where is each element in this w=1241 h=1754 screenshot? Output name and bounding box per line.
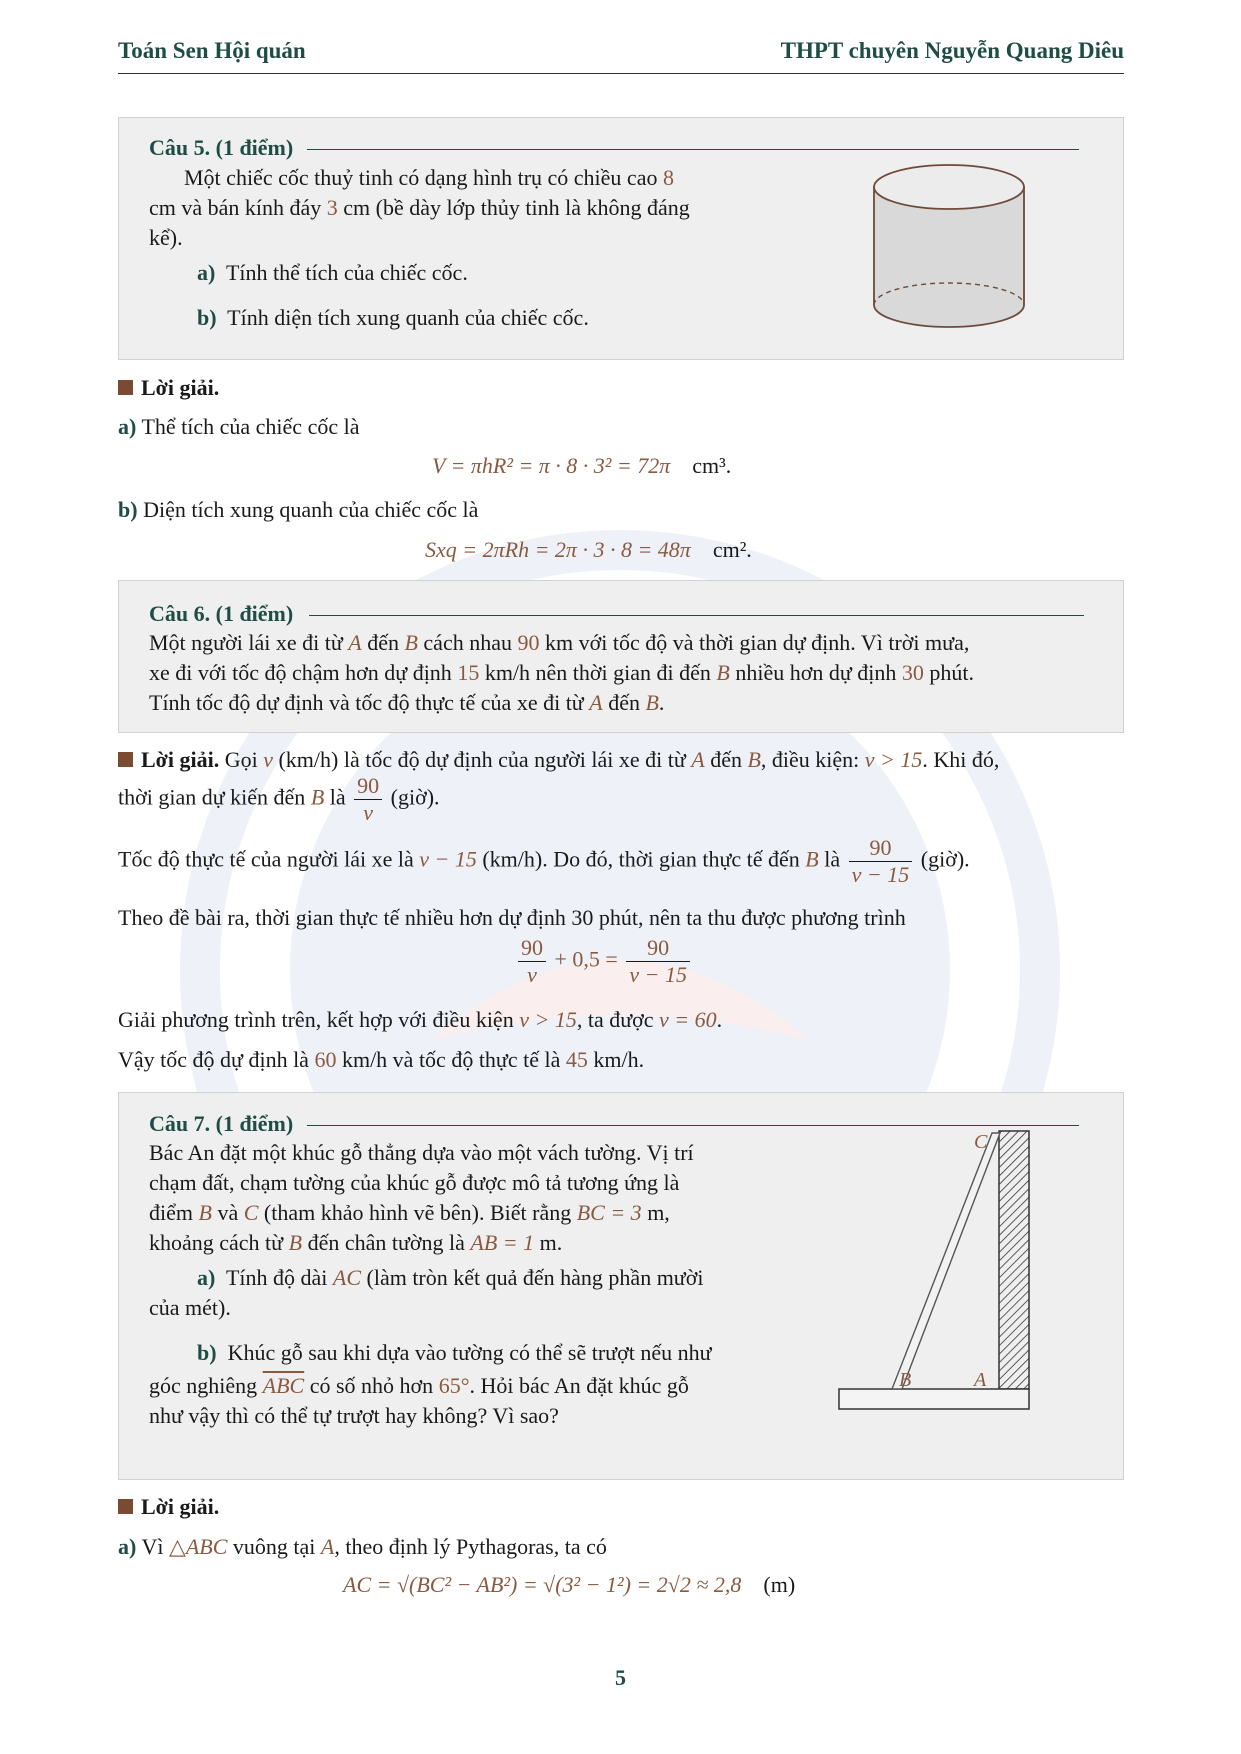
q5-part-a: a) Tính thể tích của chiếc cốc.	[197, 260, 468, 285]
question-5-title: Câu 5. (1 điểm)	[149, 135, 294, 160]
question-6-rule	[309, 615, 1084, 616]
q7-line-3: điểm B và C (tham khảo hình vẽ bên). Biết rằng BC = 3 m,	[149, 1200, 670, 1225]
solution-6-equation: $\frac{90}{v}$ + 0,5 = $\frac{90}{v - 15}$	[515, 935, 693, 988]
label-C: C	[974, 1131, 988, 1153]
q7-part-a: a) Tính độ dài AC (làm tròn kết quả đến hàng phần mười	[197, 1265, 704, 1290]
question-6-title: Câu 6. (1 điểm)	[149, 601, 294, 626]
solution-6-p2: thời gian dự kiến đến B là $\frac{90}{v}$ (giờ).	[118, 773, 440, 825]
q6-line-3: Tính tốc độ dự định và tốc độ thực tế của xe đi từ A đến B.	[149, 690, 665, 715]
header-right: THPT chuyên Nguyễn Quang Diêu	[780, 38, 1124, 63]
solution-6-p1: Lời giải. Gọi v (km/h) là tốc độ dự định của người lái xe đi từ A đến B, điều kiện: v > 15. Khi đó,	[118, 745, 999, 775]
cylinder-figure	[854, 155, 1044, 345]
label-A: A	[974, 1369, 987, 1391]
solution-square-icon	[118, 1499, 133, 1514]
question-5-box	[118, 117, 1124, 360]
q5-part-b: b) Tính diện tích xung quanh của chiếc cốc.	[197, 305, 589, 330]
solution-7-heading: Lời giải.	[118, 1492, 219, 1522]
q7-line-4: khoảng cách từ B đến chân tường là AB = 1 m.	[149, 1230, 563, 1255]
solution-5-a: a) Thể tích của chiếc cốc là	[118, 414, 360, 439]
solution-6-p3: Tốc độ thực tế của người lái xe là v − 15 (km/h). Do đó, thời gian thực tế đến B là $\frac{90}{v - 15}$ (giờ).	[118, 835, 970, 887]
question-7-title: Câu 7. (1 điểm)	[149, 1111, 294, 1136]
q5-line-2: cm và bán kính đáy 3 cm (bề dày lớp thủy tinh là không đáng	[149, 195, 690, 220]
ladder-wall-figure	[824, 1113, 1064, 1433]
fraction-90-over-v-minus-15: $\frac{90}{v - 15}$	[849, 835, 913, 888]
q7-part-b-line-3: như vậy thì có thể tự trượt hay không? Vì sao?	[149, 1403, 559, 1428]
q7-line-2: chạm đất, chạm tường của khúc gỗ được mô tả tương ứng là	[149, 1170, 680, 1195]
solution-6-p4: Theo đề bài ra, thời gian thực tế nhiều hơn dự định 30 phút, nên ta thu được phương trình	[118, 905, 906, 930]
fraction-90-over-v: $\frac{90}{v}$	[354, 773, 382, 826]
wall	[999, 1131, 1029, 1389]
solution-5-volume-formula: V = πhR² = π · 8 · 3² = 72π cm³.	[432, 453, 732, 478]
q6-line-1: Một người lái xe đi từ A đến B cách nhau 90 km với tốc độ và thời gian dự định. Vì trời mưa,	[149, 630, 970, 655]
ground	[839, 1389, 1029, 1409]
header-rule	[118, 73, 1124, 74]
solution-square-icon	[118, 380, 133, 395]
q6-line-2: xe đi với tốc độ chậm hơn dự định 15 km/h nên thời gian đi đến B nhiều hơn dự định 30 phút.	[149, 660, 975, 685]
solution-5-heading: Lời giải.	[118, 373, 219, 403]
solution-7-a: a) Vì △ABC vuông tại A, theo định lý Pythagoras, ta có	[118, 1534, 607, 1559]
question-6-box	[118, 580, 1124, 733]
solution-square-icon	[118, 752, 133, 767]
q7-part-b: b) Khúc gỗ sau khi dựa vào tường có thể sẽ trượt nếu như	[197, 1340, 712, 1365]
question-5-rule	[307, 149, 1079, 150]
wooden-stick	[892, 1133, 1000, 1389]
solution-5-b: b) Diện tích xung quanh của chiếc cốc là	[118, 497, 479, 522]
q7-part-b-line-2: góc nghiêng $\overline{ABC}$ có số nhỏ hơn 65°. Hỏi bác An đặt khúc gỗ	[149, 1373, 689, 1398]
page-number: 5	[615, 1665, 626, 1690]
q7-part-a-cont: của mét).	[149, 1295, 231, 1320]
header-left: Toán Sen Hội quán	[118, 38, 306, 63]
solution-5-area-formula: Sxq = 2πRh = 2π · 3 · 8 = 48π cm².	[425, 537, 752, 562]
q5-line-3: kể).	[149, 225, 183, 250]
label-B: B	[899, 1369, 912, 1391]
solution-7-formula: AC = √(BC² − AB²) = √(3² − 1²) = 2√2 ≈ 2,8 (m)	[343, 1572, 796, 1597]
q5-line-1: Một chiếc cốc thuỷ tinh có dạng hình trụ có chiều cao 8	[184, 165, 674, 190]
solution-6-p5: Giải phương trình trên, kết hợp với điều kiện v > 15, ta được v = 60.	[118, 1007, 723, 1032]
question-7-box	[118, 1092, 1124, 1480]
q7-line-1: Bác An đặt một khúc gỗ thẳng dựa vào một vách tường. Vị trí	[149, 1140, 694, 1165]
solution-6-p6: Vậy tốc độ dự định là 60 km/h và tốc độ thực tế là 45 km/h.	[118, 1047, 645, 1072]
